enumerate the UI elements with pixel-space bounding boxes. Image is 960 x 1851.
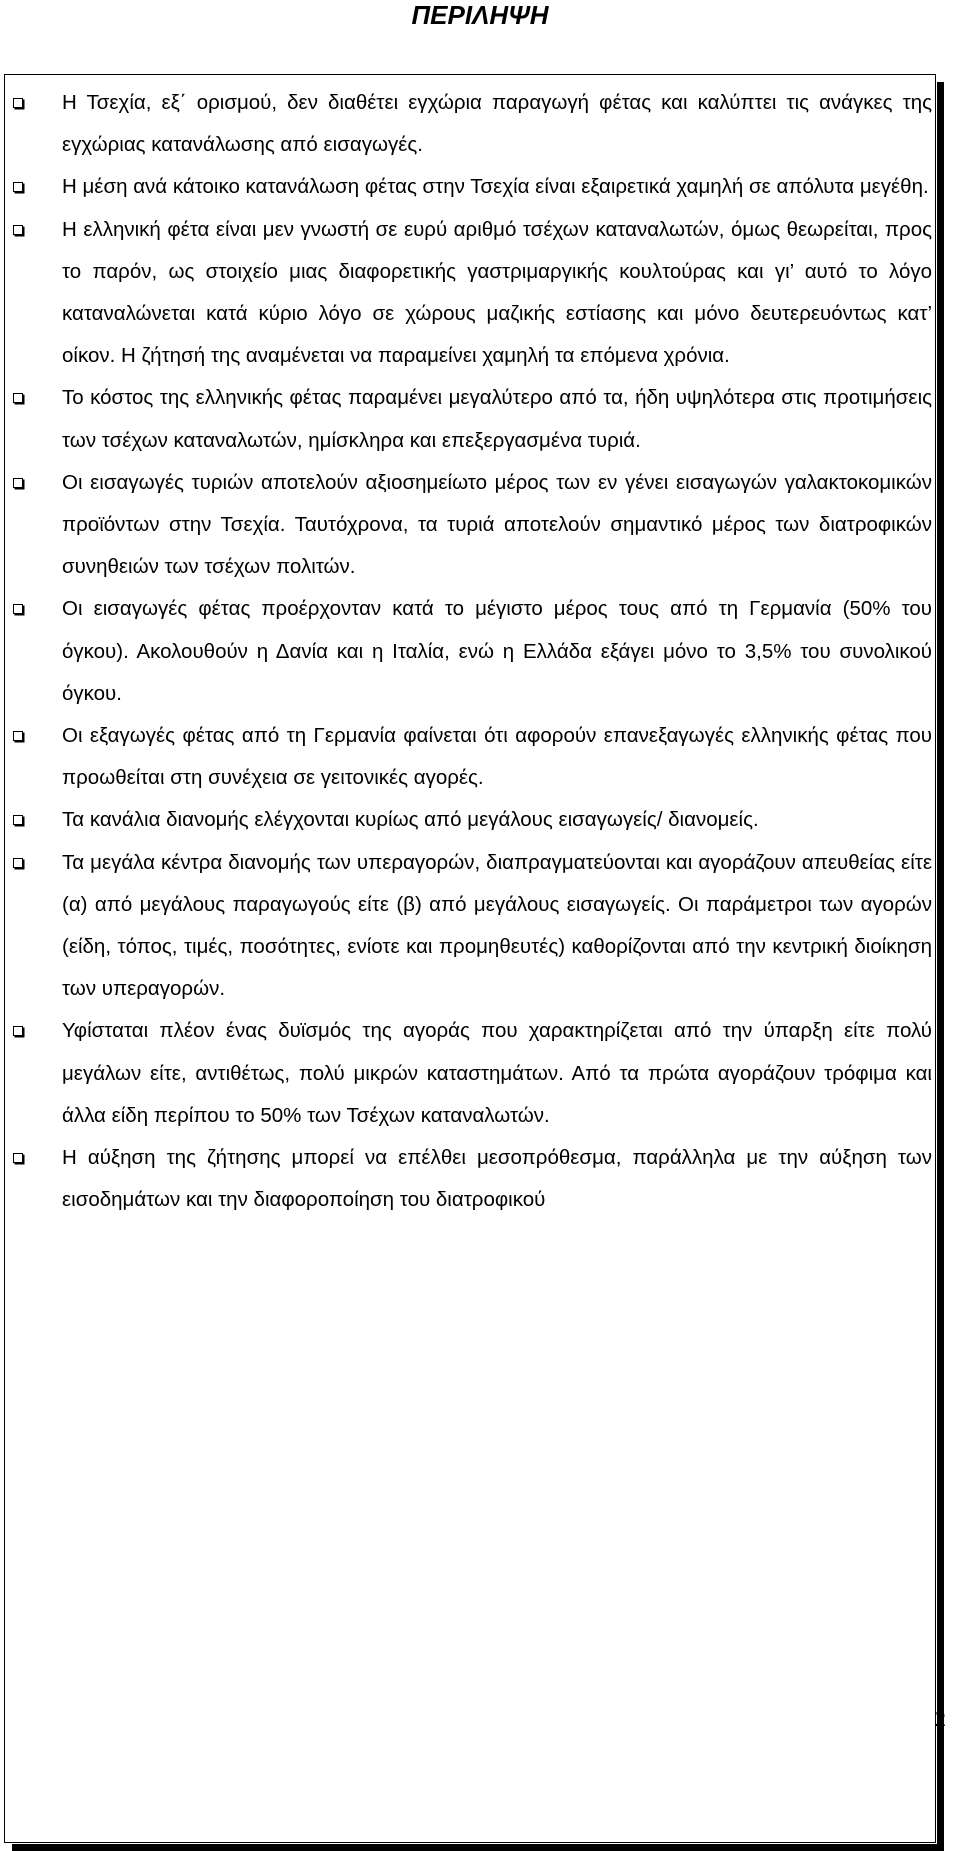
bullet-item xyxy=(0,842,932,1011)
square-bullet-icon xyxy=(13,182,23,192)
bullet-item xyxy=(0,82,932,166)
bullet-text: Υφίσταται πλέον ένας δυϊσμός της αγοράς που χαρακτηρίζεται από την ύπαρξη είτε πολύ μεγάλων είτε, αντιθέτως, πολύ μικρών καταστημάτων. Από τα πρώτα αγοράζουν τρόφιμα και άλλα είδη περίπου το 50% των Τσέχων καταναλωτών. xyxy=(62,1019,932,1127)
bullet-item xyxy=(0,588,932,715)
square-bullet-icon xyxy=(13,98,23,108)
bullet-item xyxy=(0,377,932,461)
bullet-item xyxy=(0,209,932,378)
bullet-text: Η ελληνική φέτα είναι μεν γνωστή σε ευρύ αριθμό τσέχων καταναλωτών, όμως θεωρείται, προς το παρόν, ως στοιχείο μιας διαφορετικής γαστριμαργικής κουλτούρας και γι’ αυτό το λόγο καταναλώνεται κατά κύριο λόγο σε χώρους μαζικής εστίασης και μόνο δευτερευόντως κατ’ οίκον. Η ζήτησή της αναμένεται να παραμείνει χαμηλή τα επόμενα χρόνια. xyxy=(62,217,932,368)
square-bullet-icon xyxy=(13,225,23,235)
bullet-item xyxy=(0,799,932,841)
square-bullet-icon xyxy=(13,393,23,403)
bullet-text: Τα μεγάλα κέντρα διανομής των υπεραγορών, διαπραγματεύονται και αγοράζουν απευθείας είτε (α) από μεγάλους παραγωγούς είτε (β) από μεγάλους εισαγωγείς. Οι παράμετροι των αγορών (είδη, τόπος, τιμές, ποσότητες, ενίοτε και προμηθευτές) καθορίζονται από την κεντρική διοίκηση των υπεραγορών. xyxy=(62,850,932,1001)
bullet-item xyxy=(0,1137,932,1221)
square-bullet-icon xyxy=(13,604,23,614)
square-bullet-icon xyxy=(13,731,23,741)
bullet-text: Η μέση ανά κάτοικο κατανάλωση φέτας στην Τσεχία είναι εξαιρετικά χαμηλή σε απόλυτα μεγέθη. xyxy=(62,175,929,199)
bullet-item xyxy=(0,462,932,589)
bullet-text: Η Τσεχία, εξ΄ ορισμού, δεν διαθέτει εγχώρια παραγωγή φέτας και καλύπτει τις ανάγκες της εγχώριας κατανάλωσης από εισαγωγές. xyxy=(62,91,932,157)
bullet-item xyxy=(0,1010,932,1137)
square-bullet-icon xyxy=(13,858,23,868)
page-title: ΠΕΡΙΛΗΨΗ xyxy=(411,0,549,30)
square-bullet-icon xyxy=(13,1026,23,1036)
bullet-text: Τα κανάλια διανομής ελέγχονται κυρίως από μεγάλους εισαγωγείς/ διανομείς. xyxy=(62,808,759,832)
bullet-text: Οι εξαγωγές φέτας από τη Γερμανία φαίνεται ότι αφορούν επανεξαγωγές ελληνικής φέτας που προωθείται στη συνέχεια σε γειτονικές αγορές. xyxy=(62,724,932,790)
bullet-text: Οι εισαγωγές τυριών αποτελούν αξιοσημείωτο μέρος των εν γένει εισαγωγών γαλακτοκομικών προϊόντων στην Τσεχία. Ταυτόχρονα, τα τυριά αποτελούν σημαντικό μέρος των διατροφικών συνηθειών των τσέχων πολιτών. xyxy=(62,470,932,579)
bullet-text: Η αύξηση της ζήτησης μπορεί να επέλθει μεσοπρόθεσμα, παράλληλα με την αύξηση των εισοδημάτων και την διαφοροποίηση του διατροφικού xyxy=(62,1146,932,1212)
square-bullet-icon xyxy=(13,478,23,488)
square-bullet-icon xyxy=(13,1153,23,1163)
page-number: 2 xyxy=(935,1706,946,1731)
square-bullet-icon xyxy=(13,815,23,825)
bullet-item xyxy=(0,166,932,208)
bullet-item xyxy=(0,715,932,799)
bullet-text: Το κόστος της ελληνικής φέτας παραμένει μεγαλύτερο από τα, ήδη υψηλότερα στις προτιμήσεις των τσέχων καταναλωτών, ημίσκληρα και επεξεργασμένα τυριά. xyxy=(62,386,932,452)
summary-bullet-list xyxy=(0,82,960,1221)
bullet-text: Οι εισαγωγές φέτας προέρχονταν κατά το μέγιστο μέρος τους από τη Γερμανία (50% του όγκου). Ακολουθούν η Δανία και η Ιταλία, ενώ η Ελλάδα εξάγει μόνο το 3,5% του συνολικού όγκου. xyxy=(62,597,932,705)
